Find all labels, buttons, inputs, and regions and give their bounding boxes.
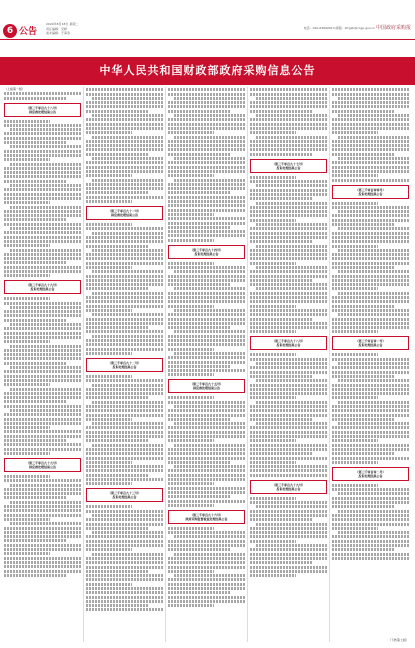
notice-body (168, 262, 245, 377)
notice-body (86, 505, 163, 611)
notice-body (250, 176, 327, 334)
notice-heading: （第三千零百九十二号） 投诉处理结果公告 (86, 358, 163, 372)
notice-body (250, 497, 327, 577)
column-divider (329, 87, 330, 642)
continued-on-note: （下转第七版） (387, 638, 409, 642)
notice-body (332, 353, 409, 463)
notice-heading: （第三千零百九十九号） 投诉处理结果公告 (4, 280, 81, 294)
notice-body (86, 375, 163, 485)
column-5 (332, 87, 409, 642)
header-divider (0, 39, 415, 40)
notice-heading: （第三千零百九十九号） 投诉处理结果公告 (250, 480, 327, 494)
notice-heading: （第三千零百九十三号） 投诉处理结果公告 (86, 488, 163, 502)
notice-heading: （第三千零百九十八号） 投诉处理结果公告 (250, 336, 327, 350)
contact-info: 电话：010-63692613 邮箱：zfcgzk@ccgp.gov.cn (303, 26, 375, 30)
notice-heading: （第三千零百九十七号） 投诉处理结果公告 (250, 159, 327, 173)
notice-heading: （第三千零百零二号） 投诉处理结果公告 (332, 467, 409, 481)
notice-heading: （第三千零百九十五号） 供应商处理结果公告 (168, 379, 245, 393)
notice-heading: （第三千零百九十六号） 政府采购监督检查处理结果公告 (168, 510, 245, 524)
notice-columns (4, 87, 411, 642)
issue-date: 2020年8月18日 星期二 (46, 22, 79, 26)
notice-body (4, 297, 81, 455)
column-3 (168, 87, 245, 642)
editor-credit: 责任编辑：宋晔 (46, 26, 68, 31)
notice-body (168, 527, 245, 607)
page-number-badge: 6 (3, 24, 17, 38)
section-name: 公告 (19, 27, 38, 37)
notice-heading: （第三千零百九十九号） 供应商处理结果公告 (4, 458, 81, 472)
title-banner (0, 57, 415, 85)
notice-heading: （第三千零百零一号） 投诉处理结果公告 (332, 336, 409, 350)
notice-body (4, 475, 81, 577)
page-header (0, 0, 415, 40)
notice-body (168, 396, 245, 506)
column-2 (86, 87, 163, 642)
notice-body (332, 484, 409, 560)
column-divider (83, 87, 84, 642)
page-title: 中华人民共和国财政部政府采购信息公告 (99, 64, 316, 77)
column-divider (165, 87, 166, 642)
masthead-logo: 中国政府采购报 (375, 25, 411, 31)
column-1 (4, 87, 81, 642)
notice-body (250, 353, 327, 476)
notice-body (86, 223, 163, 355)
column-4 (250, 87, 327, 642)
continued-from-note: （上接第一版） (4, 87, 26, 91)
notice-body (4, 120, 81, 278)
notice-heading: （第三千零百零零号） 投诉处理结果公告 (332, 185, 409, 199)
notice-heading: （第三千零百九十一号） 供应商处理结果公告 (86, 206, 163, 220)
issue-meta (46, 22, 78, 36)
notice-heading: （第三千零百九十四号） 投诉处理结果公告 (168, 245, 245, 259)
column-divider (247, 87, 248, 642)
notice-body (332, 202, 409, 334)
notice-heading: （第三千零百九十八号） 供应商处理结果公告 (4, 103, 81, 117)
designer-credit: 美术编辑：于海涛 (46, 31, 71, 35)
